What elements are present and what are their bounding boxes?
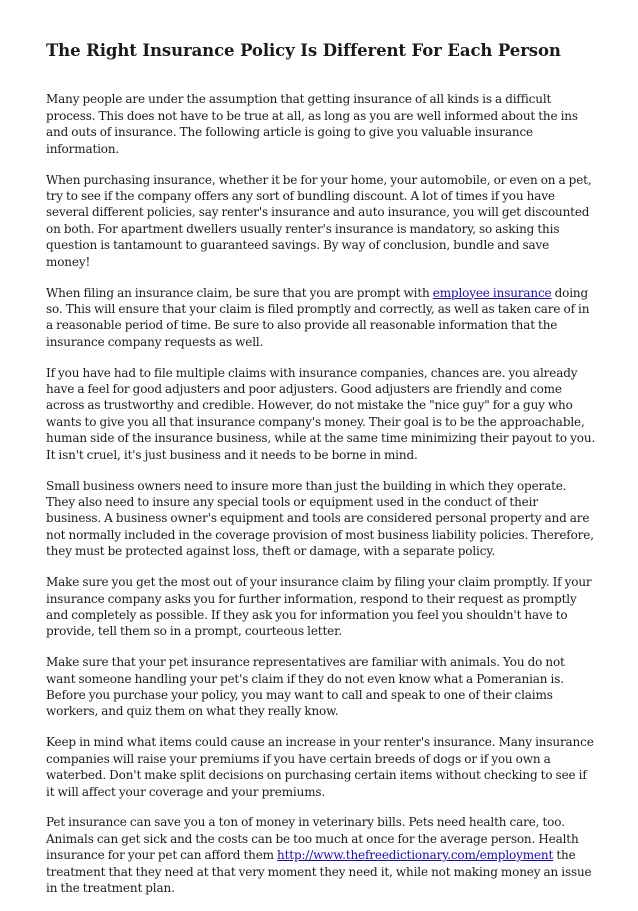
paragraph-prompt-claim: Make sure you get the most out of your insurance claim by filing your claim promptly. If your insurance company asks you for further information, respond to their request as promptly and completely as possible. If they ask you for information you feel you shouldn't have to provide, tell them so in a prompt, courteous letter. [46, 575, 592, 639]
paragraph-text: When filing an insurance claim, be sure that you are prompt with [46, 285, 433, 300]
dictionary-link[interactable]: http://www.thefreedictionary.com/employment [277, 848, 554, 863]
paragraph-small-business: Small business owners need to insure more than just the building in which they operate. They also need to insure any special tools or equipment used in the conduct of their business. A business owner's equipment and tools are considered personal property and are not normally included in the coverage provision of most business liability policies. Therefore, they must be protected against loss, theft or damage, with a separate policy. [46, 478, 594, 559]
article-title: The Right Insurance Policy Is Different For Each Person [46, 41, 561, 60]
paragraph-renters-premiums: Keep in mind what items could cause an increase in your renter's insurance. Many insurance companies will raise your premiums if you have certain breeds of dogs or if you own a waterbed. Don't make split decisions on purchasing certain items without checking to see if it will affect your coverage and your premiums. [46, 735, 594, 799]
employee-insurance-link[interactable]: employee insurance [432, 285, 552, 300]
paragraph-filing-claim [46, 285, 596, 351]
paragraph-pet-representatives: Make sure that your pet insurance representatives are familiar with animals. You do not want someone handling your pet's claim if they do not even know what a Pomeranian is. Before you purchase your policy, you may want to call and speak to one of their claims workers, and quiz them on what they really know. [46, 655, 565, 719]
paragraph-intro: Many people are under the assumption that getting insurance of all kinds is a difficult process. This does not have to be true at all, as long as you are well informed about the ins and outs of insurance. The following article is going to give you valuable insurance information. [46, 92, 578, 156]
paragraph-bundling: When purchasing insurance, whether it be for your home, your automobile, or even on a pet, try to see if the company offers any sort of bundling discount. A lot of times if you have several different policies, say renter's insurance and auto insurance, you will get discounted on both. For apartment dwellers usually renter's insurance is mandatory, so asking this question is tantamount to guaranteed savings. By way of conclusion, bundle and save money! [46, 172, 592, 269]
paragraph-text: Pet insurance can save you a ton of money in veterinary bills. Pets need health care, too. Animals can get sick and the costs can be too much at once for the average person. Health insurance for your pet can afford them [46, 815, 579, 863]
paragraph-text: the treatment that they need at that very moment they need it, while not making money an issue in the treatment plan. [46, 848, 592, 896]
document-page [46, 40, 596, 911]
paragraph-adjusters: If you have had to file multiple claims with insurance companies, chances are. you already have a feel for good adjusters and poor adjusters. Good adjusters are friendly and come across as trustworthy and credible. However, do not mistake the "nice guy" for a guy who wants to give you all that insurance company's money. Their goal is to be the approachable, human side of the insurance business, while at the same time minimizing their payout to you. It isn't cruel, it's just business and it needs to be borne in mind. [46, 365, 596, 462]
paragraph-text: doing so. This will ensure that your claim is filed promptly and correctly, as well as taken care of in a reasonable period of time. Be sure to also provide all reasonable information that the insurance company requests as well. [46, 285, 590, 349]
paragraph-pet-insurance [46, 814, 596, 896]
